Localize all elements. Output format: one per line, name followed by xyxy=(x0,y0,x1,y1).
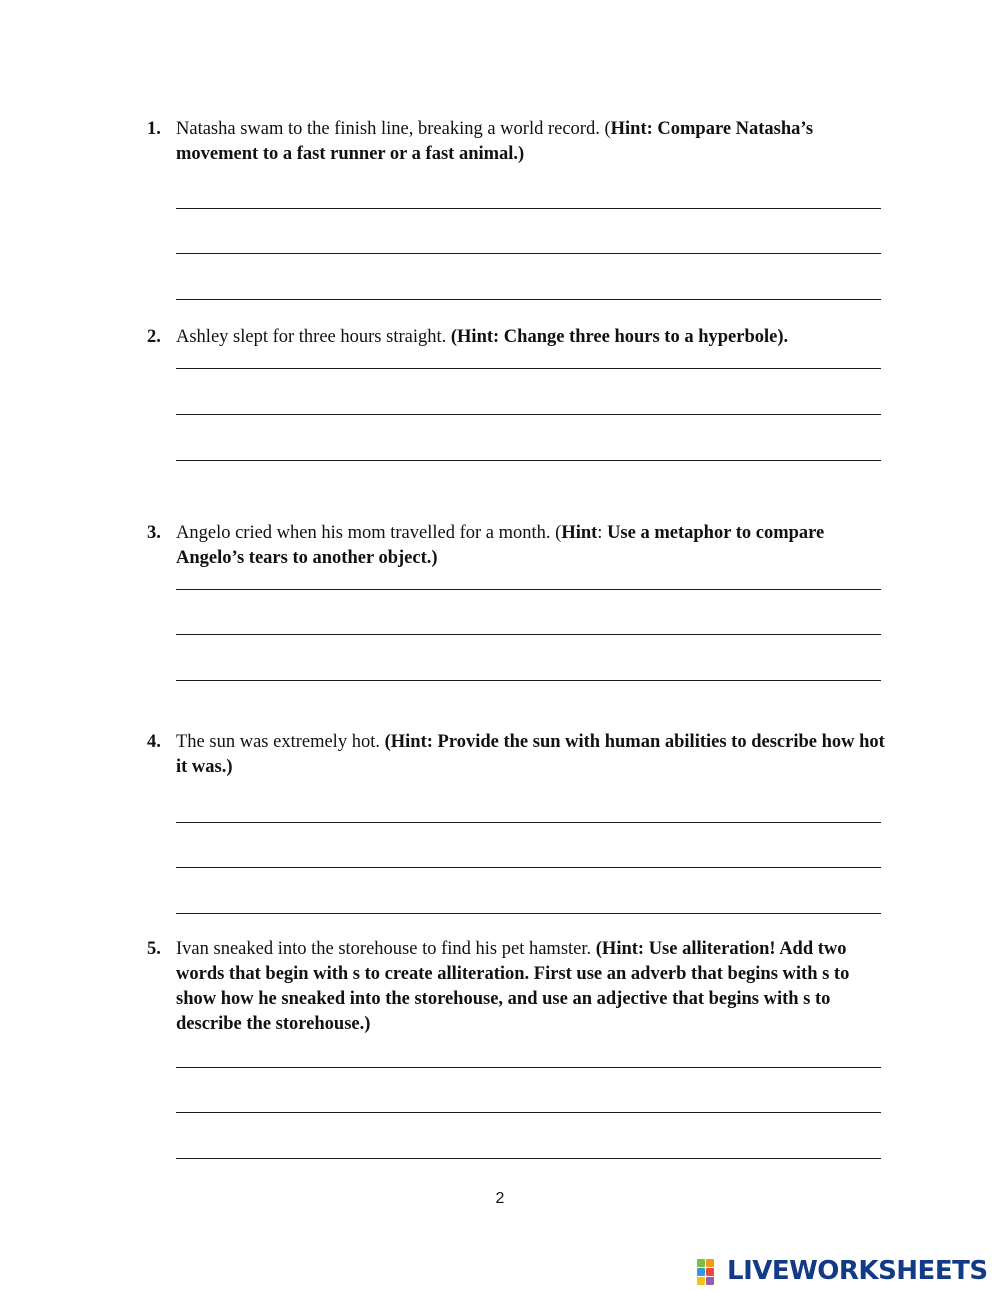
answer-line[interactable] xyxy=(176,1158,881,1159)
answer-line[interactable] xyxy=(176,589,881,590)
hint: Hint: Compare Natasha’s movement to a fast runner or a fast animal.) xyxy=(176,119,814,164)
logo-blocks-icon xyxy=(697,1257,725,1285)
question-number: 3. xyxy=(147,523,161,543)
answer-line[interactable] xyxy=(176,680,881,681)
page-number: 2 xyxy=(495,1190,505,1207)
answer-line[interactable] xyxy=(176,460,881,461)
logo-text: LIVEWORKSHEETS xyxy=(727,1256,988,1286)
answer-line[interactable] xyxy=(176,1112,881,1113)
answer-line[interactable] xyxy=(176,822,881,823)
question-number: 2. xyxy=(147,327,161,347)
answer-line[interactable] xyxy=(176,913,881,914)
answer-line[interactable] xyxy=(176,867,881,868)
question-number: 4. xyxy=(147,732,161,752)
question-text: Natasha swam to the finish line, breaking a world record. (Hint: Compare Natasha’s movement to a fast runner or a fast animal.) xyxy=(176,119,814,164)
answer-line[interactable] xyxy=(176,414,881,415)
answer-line[interactable] xyxy=(176,253,881,254)
question-number: 1. xyxy=(147,119,161,139)
question-text: Ashley slept for three hours straight. (Hint: Change three hours to a hyperbole). xyxy=(176,327,789,347)
answer-line[interactable] xyxy=(176,634,881,635)
hint: (Hint: Provide the sun with human abilities to describe how hot it was.) xyxy=(176,732,885,777)
answer-line[interactable] xyxy=(176,1067,881,1068)
question-text: Ivan sneaked into the storehouse to find his pet hamster. (Hint: Use alliteration! Add two words that begin with s to create alliteration. First use an adverb that begins with s to show how he sneaked into the storehouse, and use an adjective that begins with s to describe the storehouse.) xyxy=(176,939,850,1034)
hint: (Hint: Use alliteration! Add two words that begin with s to create alliteration. First use an adverb that begins with s to show how he sneaked into the storehouse, and use an adjective that begins with s to describe the storehouse.) xyxy=(176,939,850,1034)
question-number: 5. xyxy=(147,939,161,959)
hint: (Hint: Change three hours to a hyperbole). xyxy=(450,327,789,347)
hint: Use a metaphor to compare Angelo’s tears to another object.) xyxy=(176,523,825,568)
answer-line[interactable] xyxy=(176,299,881,300)
liveworksheets-logo xyxy=(697,1256,988,1286)
question-text: Angelo cried when his mom travelled for a month. (Hint: Use a metaphor to compare Angelo’s tears to another object.) xyxy=(176,523,825,568)
answer-line[interactable] xyxy=(176,368,881,369)
question-text: The sun was extremely hot. (Hint: Provide the sun with human abilities to describe how hot it was.) xyxy=(176,732,885,777)
answer-line[interactable] xyxy=(176,208,881,209)
